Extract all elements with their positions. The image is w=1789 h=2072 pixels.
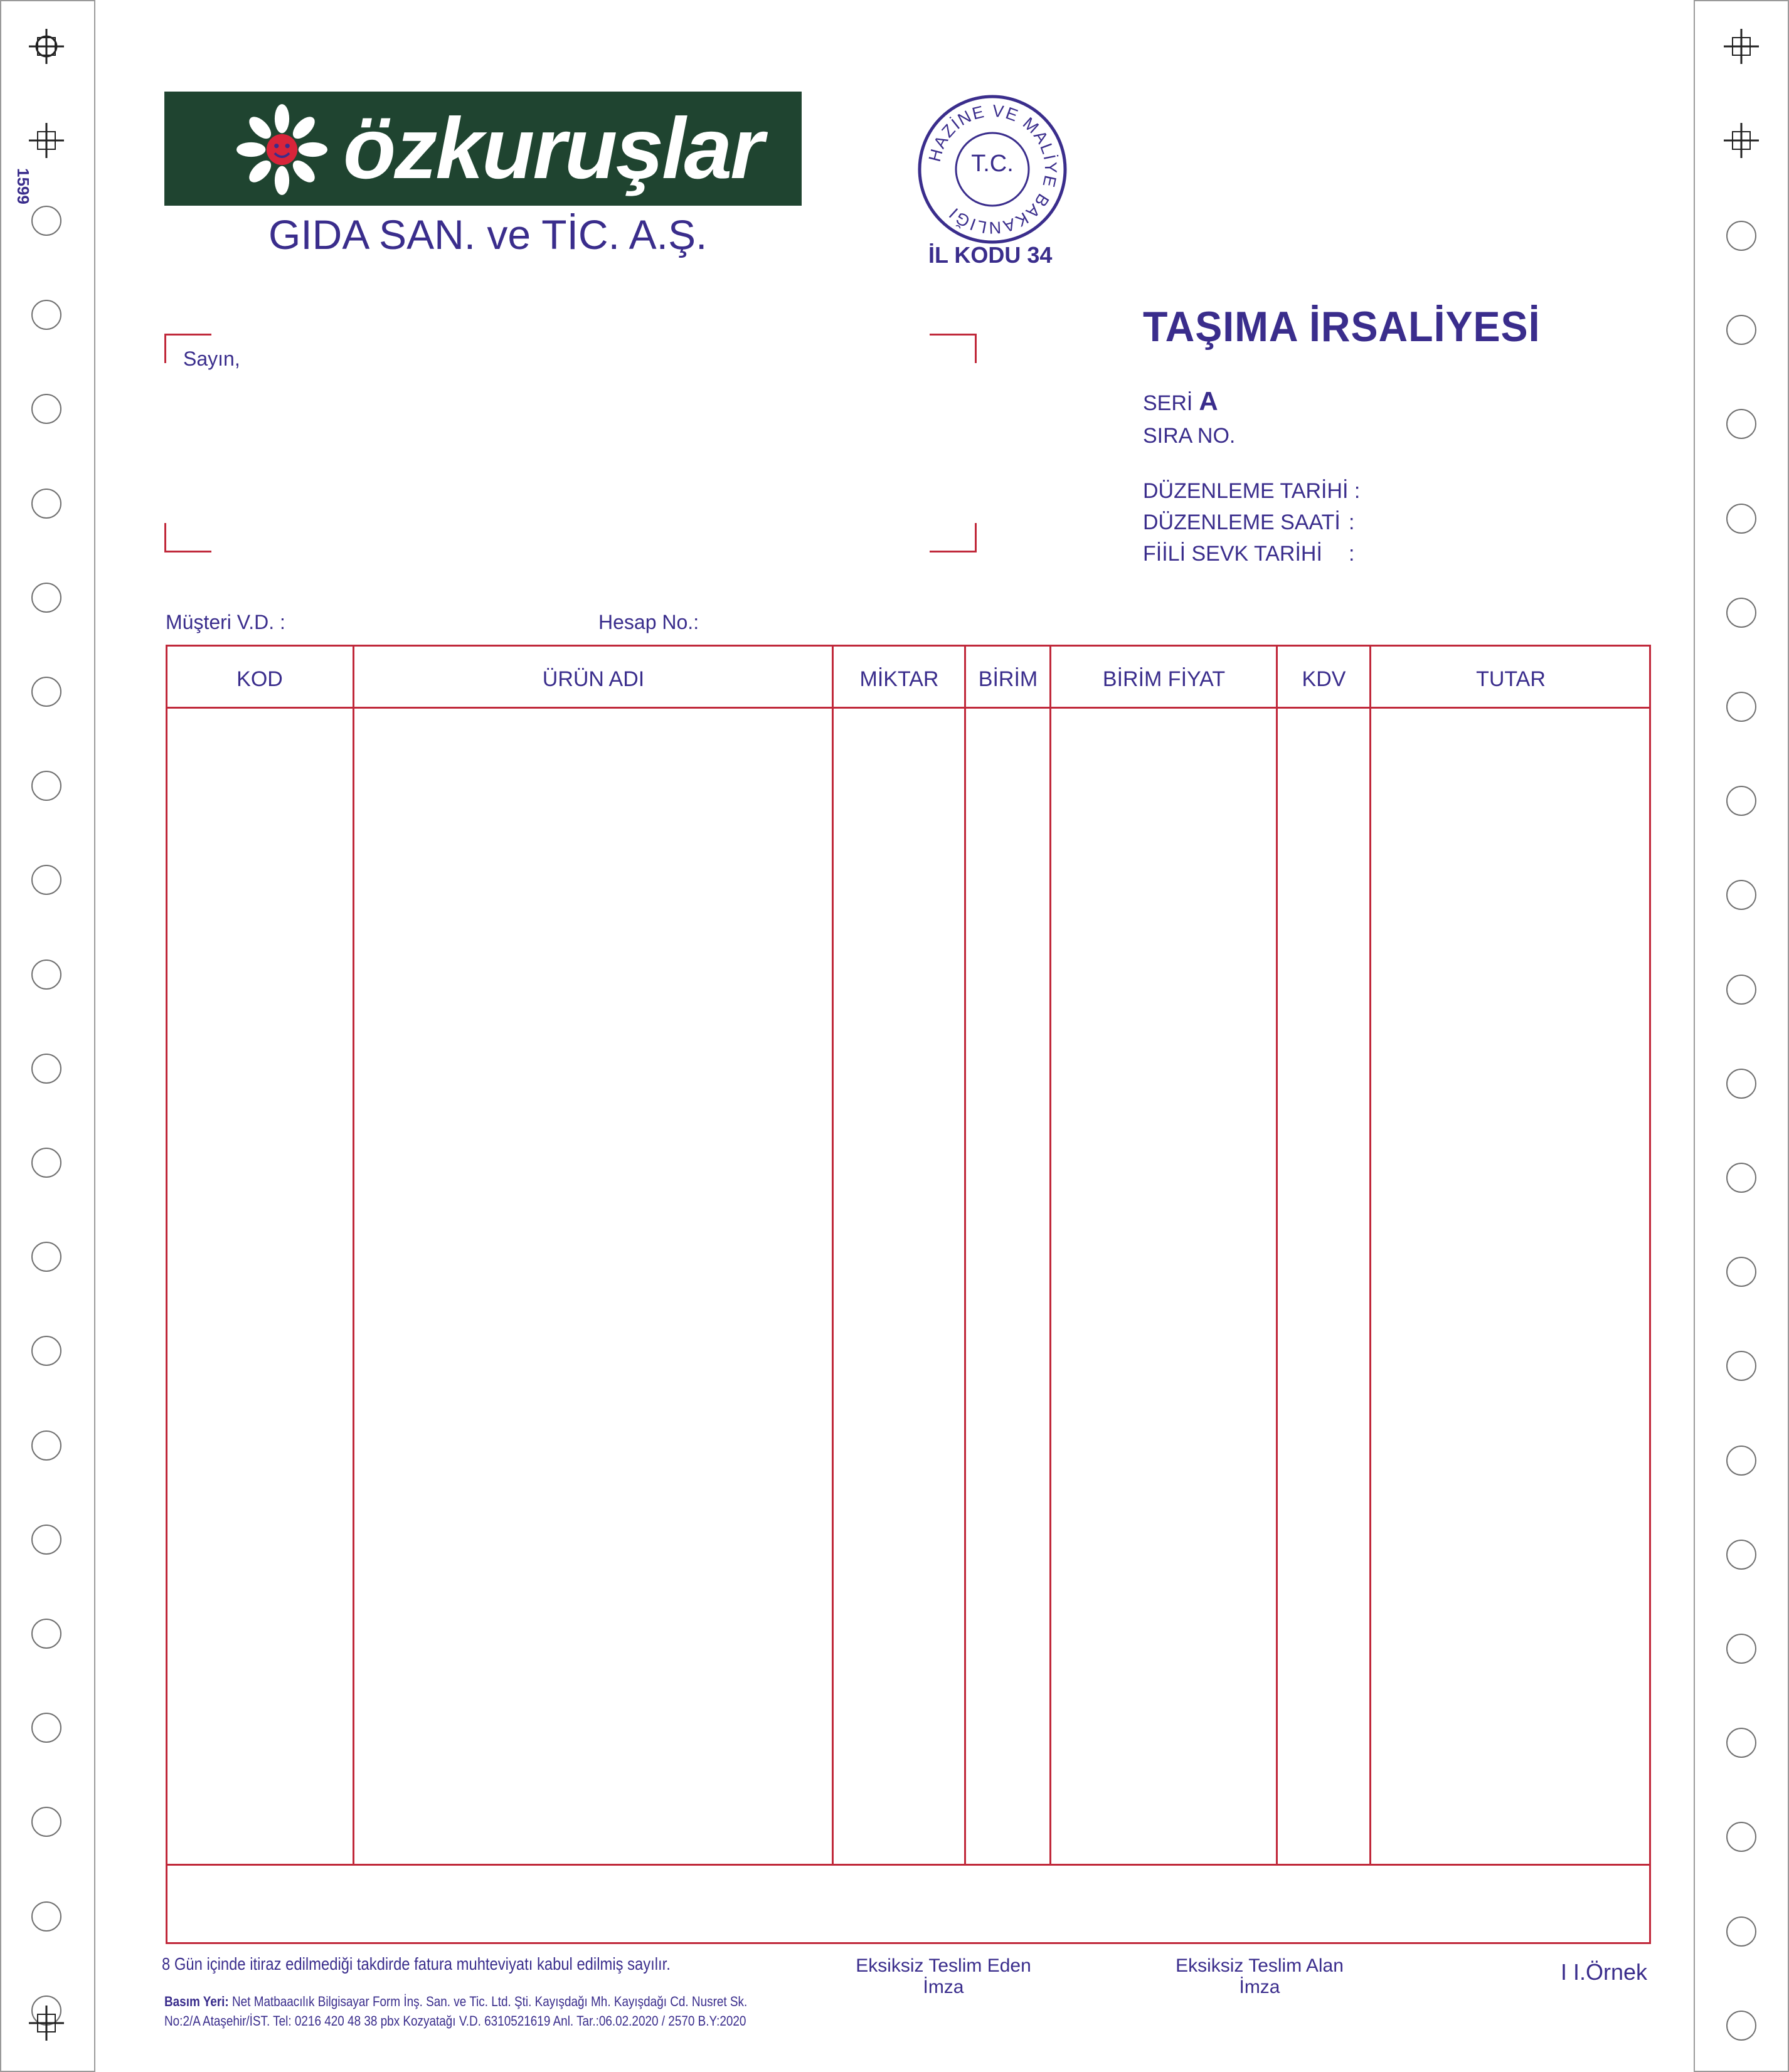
feed-hole: [1726, 1540, 1756, 1570]
table-header-rule: [166, 707, 1651, 709]
printer-label: Basım Yeri:: [164, 1994, 229, 2009]
sign-delivering-label: Eksiksiz Teslim Eden: [856, 1955, 1031, 1976]
column-header-miktar: MİKTAR: [859, 667, 939, 691]
feed-hole: [31, 1713, 61, 1743]
document-title: TAŞIMA İRSALİYESİ: [1143, 303, 1541, 351]
table-total-rule: [166, 1864, 1651, 1866]
feed-hole: [1726, 1916, 1756, 1947]
column-header-urun-adi: ÜRÜN ADI: [542, 667, 645, 691]
feed-hole: [1726, 1446, 1756, 1476]
address-corner-top-right: [930, 334, 977, 363]
feed-hole: [1726, 2011, 1756, 2041]
column-divider: [353, 645, 354, 1865]
company-subtitle: GIDA SAN. ve TİC. A.Ş.: [268, 211, 708, 258]
right-feed-strip: [1694, 0, 1789, 2072]
column-header-birim: BİRİM: [978, 667, 1038, 691]
seri-row: [1143, 386, 1218, 416]
crop-mark-icon: [29, 123, 64, 158]
feed-hole: [1726, 786, 1756, 816]
customer-vd-label: Müşteri V.D. :: [166, 611, 285, 633]
feed-hole: [1726, 315, 1756, 345]
duzenleme-saati-label: DÜZENLEME SAATİ: [1143, 510, 1340, 534]
feed-hole: [31, 1430, 61, 1461]
feed-hole: [31, 1525, 61, 1555]
feed-hole: [31, 300, 61, 330]
hesap-no-label: Hesap No.:: [598, 611, 699, 633]
seal-ring-text: HAZİNE VE MALİYE BAKANLIĞI: [925, 101, 1061, 238]
column-divider: [964, 645, 966, 1865]
feed-hole: [31, 489, 61, 519]
items-table: [166, 645, 1651, 1944]
signature-delivering: [818, 1955, 1069, 1998]
address-corner-bottom-right: [930, 523, 977, 552]
sign-imza-label: İmza: [1239, 1977, 1280, 1997]
column-divider: [832, 645, 834, 1865]
feed-hole: [31, 1148, 61, 1178]
signature-receiving: [1134, 1955, 1385, 1998]
sign-imza-label: İmza: [923, 1977, 964, 1997]
brand-name: özkuruşlar: [343, 100, 762, 197]
feed-hole: [31, 771, 61, 801]
copy-label: I I.Örnek: [1561, 1959, 1648, 1985]
column-divider: [1369, 645, 1371, 1865]
feed-hole: [31, 1242, 61, 1272]
fiili-sevk-label: FİİLİ SEVK TARİHİ: [1143, 542, 1322, 566]
feed-hole: [31, 959, 61, 990]
column-header-kdv: KDV: [1302, 667, 1346, 691]
feed-hole: [31, 1901, 61, 1932]
feed-hole: [31, 1619, 61, 1649]
colon: :: [1349, 510, 1355, 534]
feed-hole: [1726, 1728, 1756, 1758]
seri-label: SERİ: [1143, 391, 1193, 415]
crop-mark-icon: [29, 2006, 64, 2041]
salutation: Sayın,: [183, 347, 240, 370]
feed-hole: [31, 1054, 61, 1084]
crop-mark-icon: [1724, 123, 1759, 158]
column-header-tutar: TUTAR: [1476, 667, 1546, 691]
side-serial-number: 1599: [14, 168, 33, 204]
feed-hole: [1726, 1069, 1756, 1099]
colon: :: [1349, 542, 1355, 566]
ministry-seal: [917, 94, 1068, 245]
feed-hole: [1726, 1257, 1756, 1287]
sign-receiving-label: Eksiksiz Teslim Alan: [1176, 1955, 1344, 1976]
il-kodu: İL KODU 34: [928, 242, 1053, 268]
feed-hole: [1726, 598, 1756, 628]
company-logo: [164, 92, 802, 206]
feed-hole: [1726, 1634, 1756, 1664]
crop-mark-icon: [29, 29, 64, 64]
address-corner-bottom-left: [164, 523, 211, 552]
feed-hole: [1726, 221, 1756, 251]
printer-info: [164, 1992, 747, 2031]
column-divider: [1049, 645, 1051, 1865]
column-header-kod: KOD: [236, 667, 283, 691]
column-divider: [1276, 645, 1278, 1865]
feed-hole: [1726, 1163, 1756, 1193]
objection-note: 8 Gün içinde itiraz edilmediği takdirde fatura muhteviyatı kabul edilmiş sayılır.: [162, 1954, 671, 1974]
feed-hole: [1726, 504, 1756, 534]
crop-mark-icon: [1724, 29, 1759, 64]
feed-hole: [31, 206, 61, 236]
feed-hole: [1726, 692, 1756, 722]
duzenleme-tarihi-label: DÜZENLEME TARİHİ :: [1143, 479, 1361, 503]
seri-value: A: [1199, 386, 1218, 416]
sira-label: SIRA NO.: [1143, 424, 1236, 448]
feed-hole: [1726, 975, 1756, 1005]
feed-hole: [31, 583, 61, 613]
seal-center-text: T.C.: [971, 151, 1014, 177]
column-header-birim-fiyat: BİRİM FİYAT: [1102, 667, 1226, 691]
feed-hole: [31, 677, 61, 707]
printer-line2: No:2/A Ataşehir/İST. Tel: 0216 420 48 38 pbx Kozyatağı V.D. 6310521619 Anl. Tar.:06.02.2020 / 2570 B.Y:2020: [164, 2013, 746, 2029]
printer-line1: Net Matbaacılık Bilgisayar Form İnş. San. ve Tic. Ltd. Şti. Kayışdağı Mh. Kayışdağı Cd. Nusret Sk.: [231, 1994, 748, 2009]
daisy-flower-icon: [236, 104, 327, 195]
